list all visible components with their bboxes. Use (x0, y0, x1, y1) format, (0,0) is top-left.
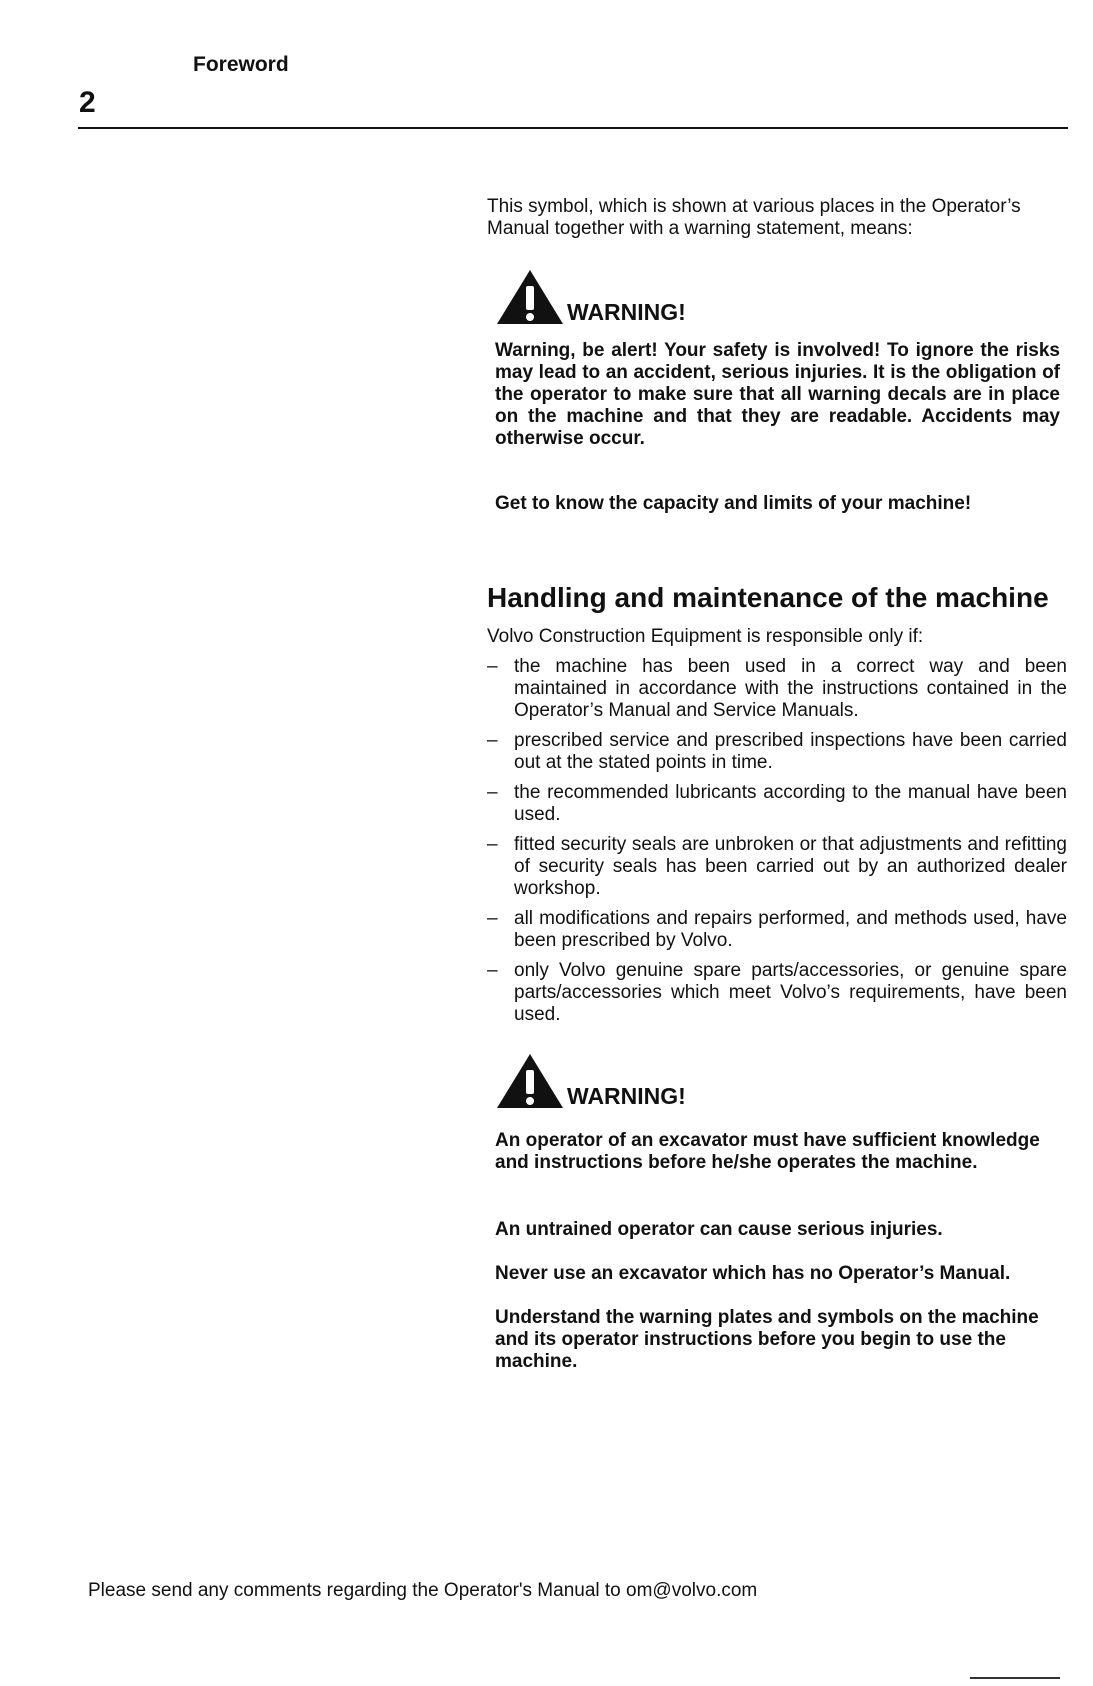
warning-1-capacity-text: Get to know the capacity and limits of your machine! (495, 493, 972, 514)
handling-heading: Handling and maintenance of the machine (487, 582, 1049, 613)
warning-1-capacity-note (495, 493, 1060, 515)
bullet-dash: – (487, 782, 498, 803)
page-number: 2 (79, 86, 96, 119)
list-item-text: fitted security seals are unbroken or that adjustments and refitting of security seals has been carried out by an authorized dealer workshop. (514, 834, 1067, 899)
responsibility-list (487, 656, 1067, 1034)
warning-2-text-3: Never use an excavator which has no Operator’s Manual. (495, 1263, 1011, 1284)
warning-1-paragraph (495, 340, 1060, 450)
warning-triangle-icon (495, 1052, 565, 1110)
warning-1-text: Warning, be alert! Your safety is involved! To ignore the risks may lead to an accident, serious injuries. It is the obligation of the operator to make sure that all warning decals are in place on the machine and that they are readable. Accidents may otherwise occur. (495, 340, 1060, 449)
handling-intro: Volvo Construction Equipment is responsible only if: (487, 626, 924, 647)
bullet-dash: – (487, 960, 498, 981)
warning-label: WARNING! (567, 1083, 686, 1109)
bullet-dash: – (487, 908, 498, 929)
warning-label: WARNING! (567, 299, 686, 325)
list-item (487, 782, 1067, 826)
list-item-text: only Volvo genuine spare parts/accessories, or genuine spare parts/accessories which meet Volvo’s requirements, have been used. (514, 960, 1067, 1025)
bullet-dash: – (487, 834, 498, 855)
header-divider (78, 127, 1068, 129)
warning-2-paragraph-4 (495, 1307, 1060, 1373)
list-item (487, 834, 1067, 900)
warning-2-text-4: Understand the warning plates and symbols on the machine and its operator instructions before you begin to use the machine. (495, 1307, 1039, 1372)
page-corner-mark (970, 1677, 1060, 1682)
warning-2-text-2: An untrained operator can cause serious injuries. (495, 1219, 943, 1240)
list-item (487, 908, 1067, 952)
section-title: Foreword (193, 53, 289, 76)
list-item-text: prescribed service and prescribed inspections have been carried out at the stated points in time. (514, 730, 1067, 773)
list-item-text: the machine has been used in a correct way and been maintained in accordance with the instructions contained in the Operator’s Manual and Service Manuals. (514, 656, 1067, 721)
intro-paragraph: This symbol, which is shown at various places in the Operator’s Manual together with a warning statement, means: (487, 196, 1021, 239)
list-item-text: the recommended lubricants according to the manual have been used. (514, 782, 1067, 825)
list-item (487, 960, 1067, 1026)
warning-2-paragraph-2 (495, 1219, 1060, 1241)
warning-2-text-1: An operator of an excavator must have sufficient knowledge and instructions before he/she operates the machine. (495, 1130, 1040, 1173)
warning-2-paragraph-3 (495, 1263, 1060, 1285)
list-item-text: all modifications and repairs performed, and methods used, have been prescribed by Volvo. (514, 908, 1067, 951)
footer-contact: Please send any comments regarding the Operator's Manual to om@volvo.com (88, 1580, 758, 1601)
warning-2-paragraph-1 (495, 1130, 1060, 1174)
list-item (487, 730, 1067, 774)
bullet-dash: – (487, 730, 498, 751)
list-item (487, 656, 1067, 722)
warning-triangle-icon (495, 268, 565, 326)
bullet-dash: – (487, 656, 498, 677)
